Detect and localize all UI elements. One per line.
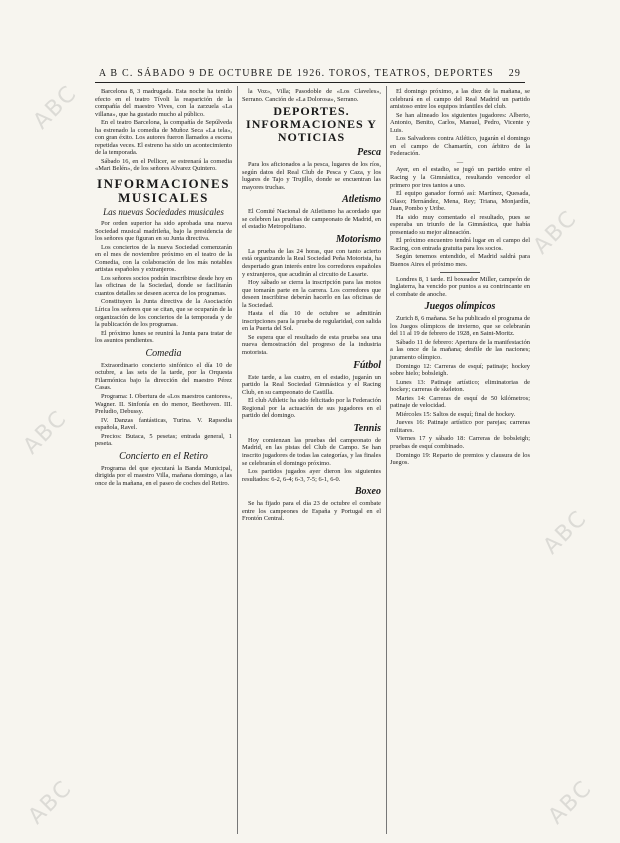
paragraph: Ha sido muy comentado el resultado, pues se esperaba un triunfo de la Gimnástica, que había presentado su mejor alineación. <box>390 213 530 236</box>
paragraph: Este tarde, a las cuatro, en el estadio, jugarán un partido la Real Sociedad Gimnástica y el Racing Club, en su campeonato de Castilla. <box>242 373 381 396</box>
paragraph: En el teatro Barcelona, la compañía de Sepúlveda ha estrenado la comedia de Muñoz Seca «La tela», con gran éxito. Los autores fueron llamados a escena repetidas veces. El estreno ha sido un acontecimiento de la temporada. <box>95 119 232 157</box>
paragraph: El Comité Nacional de Atletismo ha acordado que se celebren las pruebas de campeonato de Madrid, en el estadio Metropolitano. <box>242 208 381 231</box>
column-divider-1 <box>237 86 238 834</box>
section-pesca: Pesca <box>357 147 381 159</box>
section-boxeo: Boxeo <box>354 486 381 498</box>
paragraph: Lunes 13: Patinaje artístico; eliminatorias de hockey; carreras de skeleton. <box>390 378 530 394</box>
section-juegos-olimpicos: Juegos olímpicos <box>424 301 496 313</box>
paragraph: Se espera que el resultado de esta prueba sea una nueva demostración del progreso de la industria motorista. <box>242 333 381 357</box>
column-2 <box>242 88 381 524</box>
watermark-6: ABC <box>543 775 598 830</box>
paragraph: Se han alineado los siguientes jugadores: Alberto, Antonio, Benito, Carlos, Manuel, Pedro, Vicente y Luis. <box>390 111 530 134</box>
paragraph: Ayer, en el estadio, se jugó un partido entre el Racing y la Gimnástica, resultando vencedor el primero por tres tantos a uno. <box>390 166 530 189</box>
section-motorismo: Motorismo <box>335 233 381 245</box>
paragraph: Programa del que ejecutará la Banda Municipal, dirigida por el maestro Villa, mañana domingo, a las once de la mañana, en el paseo de coches del Retiro. <box>95 464 232 487</box>
paragraph: Jueves 16: Patinaje artístico por parejas; carreras militares. <box>390 419 530 434</box>
paragraph: Precios: Butaca, 5 pesetas; entrada general, 1 peseta. <box>95 432 232 448</box>
section-futbol: Fútbol <box>353 359 381 371</box>
paragraph: Viernes 17 y sábado 18: Carreras de bobsleigh; pruebas de esquí combinado. <box>390 435 530 450</box>
paragraph: Extraordinario concierto sinfónico el día 10 de octubre, a las seis de la tarde, por la Orquesta Filarmónica bajo la dirección del maestro Pérez Casas. <box>95 361 232 392</box>
section-atletismo: Atletismo <box>342 194 381 206</box>
paragraph: Por orden superior ha sido aprobada una nueva Sociedad musical madrileña, bajo la presidencia de los señores que figuran en su Junta directiva. <box>95 220 232 243</box>
paragraph: IV. Danzas fantásticas, Turina. V. Rapsodia española, Ravel. <box>95 416 232 432</box>
paragraph: Domingo 19: Reparto de premios y clausura de los Juegos. <box>390 451 530 467</box>
paragraph: Los partidos jugados ayer dieron los siguientes resultados: 6-2, 6-4; 6-3, 7-5; 6-1, 6-0. <box>242 468 381 483</box>
paragraph: El club Athletic ha sido felicitado por la Federación Regional por la actuación de sus jugadores en el partido del domingo. <box>242 397 381 420</box>
paragraph: Programa: I. Obertura de «Los maestros cantores», Wagner. II. Sinfonía en do menor, Beethoven. III. Preludio, Debussy. <box>95 392 232 416</box>
subsection-title: Las nuevas Sociedades musicales <box>103 207 224 218</box>
paragraph: Sábado 11 de febrero: Apertura de la manifestación a las once de la mañana; desfile de las naciones; juramento olímpico. <box>390 338 530 361</box>
paragraph: Miércoles 15: Saltos de esquí; final de hockey. <box>396 410 516 418</box>
separator: — <box>456 158 464 166</box>
watermark-5: ABC <box>23 775 78 830</box>
watermark-1: ABC <box>28 80 83 135</box>
section-title-deportes: DEPORTES. INFORMACIONES Y NOTICIAS <box>246 104 377 145</box>
column-divider-2 <box>386 86 387 834</box>
column-1 <box>95 88 232 488</box>
paragraph: Hasta el día 10 de octubre se admitirán inscripciones para la prueba de regularidad, con salida en la Puerta del Sol. <box>242 310 381 333</box>
paragraph: Constituyen la Junta directiva de la Asociación Lírica los señores que se citan, que se ocuparán de la organización de los conciertos de la temporada y de la publicación de los programas. <box>95 298 232 329</box>
paragraph: Hoy sábado se cierra la inscripción para las motos que tomarán parte en la carrera. Los corredores que deseen inscribirse deberán hacerlo en las oficinas de la Sociedad. <box>242 279 381 309</box>
subsection-title-retiro: Concierto en el Retiro <box>119 450 208 462</box>
page-number: 29 <box>508 68 522 79</box>
watermark-3: ABC <box>18 405 73 460</box>
watermark-2: ABC <box>528 205 583 260</box>
paragraph: Se ha fijado para el día 23 de octubre el combate entre los campeones de España y Portugal en el Frontón Central. <box>242 500 381 523</box>
paragraph: El domingo próximo, a las diez de la mañana, se celebrará en el campo del Real Madrid un partido amistoso entre los equipos infantiles del club. <box>390 88 530 111</box>
subsection-title-comedia: Comedia <box>145 347 182 359</box>
paragraph: Según tenemos entendido, el Madrid saldrá para Buenos Aires el próximo mes. <box>390 253 530 269</box>
paragraph: Sábado 16, en el Pellicer, se estrenará la comedia «Mari Belén», de los señores Alvarez Quintero. <box>95 157 232 173</box>
paragraph: Para los aficionados a la pesca, lugares de los ríos, según datos del Real Club de Pesca y Caza, y los lugares de Tajo y Trujillo, donde se encuentran las mayores truchas. <box>242 161 381 191</box>
paragraph: El próximo encuentro tendrá lugar en el campo del Racing, con entrada gratuita para los socios. <box>390 237 530 252</box>
paragraph: El equipo ganador formó así: Martínez, Quesada, Olaso; Hernández, Mena, Rey; Triana, Monjardín, Juan, Pombo y Uribe. <box>390 190 530 213</box>
paragraph: Londres 8, 1 tarde. El boxeador Miller, campeón de Inglaterra, ha vencido por puntos a su contrincante en el combate de anoche. <box>390 275 530 298</box>
column-3 <box>390 88 530 468</box>
paragraph: Zurich 8, 6 mañana. Se ha publicado el programa de los Juegos olímpicos de invierno, que se celebrarán del 11 al 19 de febrero de 1928, en Saint-Moritz. <box>390 315 530 338</box>
paragraph: Martes 14: Carreras de esquí de 50 kilómetros; patinaje de velocidad. <box>390 394 530 410</box>
paragraph: La prueba de las 24 horas, que con tanto acierto está organizando la Real Sociedad Peña Motorista, ha despertado gran interés entre los corredores españoles y extranjeros, que acudirán al circuito de Lasarte. <box>242 247 381 278</box>
page-header <box>0 68 620 79</box>
paragraph: Barcelona 8, 3 madrugada. Esta noche ha tenido efecto en el teatro Tívoli la reaparición de la compañía del maestro Vives, con la zarzuela «La villana», que ha gustado mucho al público. <box>95 88 232 118</box>
header-title: A B C. SÁBADO 9 DE OCTUBRE DE 1926. TOROS, TEATROS, DEPORTES <box>98 68 494 79</box>
paragraph: El próximo lunes se reunirá la Junta para tratar de los asuntos pendientes. <box>95 329 232 345</box>
paragraph: Los Salvadores contra Atlético, jugarán el domingo en el campo de Chamartín, con árbitro de la Federación. <box>390 135 530 158</box>
paragraph: Los conciertos de la nueva Sociedad comenzarán en el mes de noviembre próximo en el teatro de la Comedia, con la colaboración de los más notables artistas españoles y extranjeros. <box>95 243 232 274</box>
section-tennis: Tennis <box>353 422 381 434</box>
watermark-4: ABC <box>538 505 593 560</box>
header-rule <box>95 82 525 83</box>
paragraph: Los señores socios podrán inscribirse desde hoy en las oficinas de la Sociedad, donde se facilitarán cuantos detalles se deseen acerca de los programas. <box>95 274 232 297</box>
divider <box>440 272 480 273</box>
paragraph: Hoy comienzan las pruebas del campeonato de Madrid, en las pistas del Club de Campo. Se han inscrito jugadores de todas las categorías, y las finales se celebrarán el domingo próximo. <box>242 436 381 467</box>
paragraph: Domingo 12: Carreras de esquí; patinaje; hockey sobre hielo; bobsleigh. <box>390 362 530 378</box>
section-title-musicales: INFORMACIONES MUSICALES <box>97 176 230 206</box>
paragraph: la Voz», Villa; Pasodoble de «Los Claveles», Serrano. Canción de «La Dolorosa», Serrano. <box>242 88 381 103</box>
